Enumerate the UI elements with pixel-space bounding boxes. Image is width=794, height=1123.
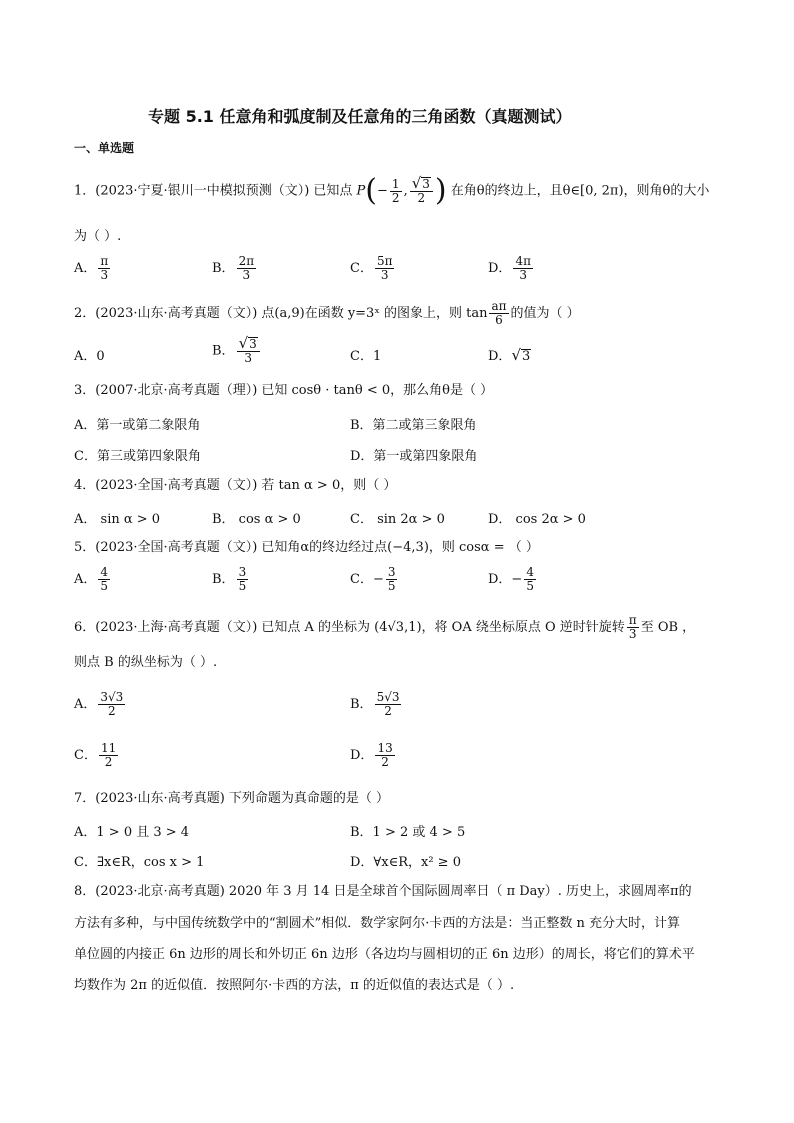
q6-option-c[interactable]: C． $\frac{11}{2}$ bbox=[74, 741, 117, 769]
q2-option-b[interactable]: B． √ 3 3 bbox=[212, 337, 262, 365]
section-heading: 一、单选题 bbox=[74, 141, 135, 155]
q1-option-d[interactable]: D． $\frac{4\pi}{3}$ bbox=[488, 254, 531, 282]
question-6-cont: 则点 B 的纵坐标为（ ）. bbox=[74, 655, 218, 670]
q6-option-a[interactable]: A． $\frac{3√3}{2}$ bbox=[74, 690, 124, 718]
page-title: 专题 5.1 任意角和弧度制及任意角的三角函数（真题测试） bbox=[148, 107, 572, 126]
question-4: 4．(2023·全国·高考真题（文）) 若 tan α > 0，则（ ） bbox=[74, 478, 397, 493]
question-8-line-3: 单位圆的内接正 6n 边形的周长和外切正 6n 边形（各边均与圆相切的正 6n 边形）的周长，将它们的算术平 bbox=[74, 947, 695, 962]
q6-option-b[interactable]: B． $\frac{5√3}{2}$ bbox=[350, 690, 400, 718]
q2-option-a[interactable]: A．0 bbox=[74, 349, 105, 364]
q1-option-a[interactable]: A． $\frac{\pi}{3}$ bbox=[74, 254, 109, 282]
q7-option-a[interactable]: A．1 > 0 且 3 > 4 bbox=[74, 825, 190, 840]
q6-option-d[interactable]: D． $\frac{13}{2}$ bbox=[350, 741, 393, 769]
q7-option-b[interactable]: B．1 > 2 或 4 > 5 bbox=[350, 825, 466, 840]
q5-option-d[interactable]: D．− $\frac{4}{5}$ bbox=[488, 565, 534, 593]
q7-option-d[interactable]: D．∀x∈R，x² ≥ 0 bbox=[350, 855, 461, 870]
q3-option-b[interactable]: B．第二或第三象限角 bbox=[350, 418, 477, 433]
q5-option-b[interactable]: B． $\frac{3}{5}$ bbox=[212, 565, 247, 593]
q4-option-d[interactable]: D． cos 2α > 0 bbox=[488, 512, 586, 527]
q4-option-c[interactable]: C． sin 2α > 0 bbox=[350, 512, 445, 527]
question-1-cont: 为（ ）. bbox=[74, 229, 122, 244]
q5-option-a[interactable]: A． $\frac{4}{5}$ bbox=[74, 565, 109, 593]
q3-option-c[interactable]: C．第三或第四象限角 bbox=[74, 449, 201, 464]
q2-option-c[interactable]: C．1 bbox=[350, 349, 382, 364]
q7-option-c[interactable]: C．∃x∈R，cos x > 1 bbox=[74, 855, 205, 870]
question-8-line-1: 8．(2023·北京·高考真题) 2020 年 3 月 14 日是全球首个国际圆周率日（ π Day）. 历史上，求圆周率π的 bbox=[74, 884, 692, 899]
question-1: 1．(2023·宁夏·银川一中模拟预测（文）) 已知点 P(− $\frac{1}{2}$ , √ 3 2 ) 在角θ的终边上，且θ∈[0, 2π)，则角θ的大小 bbox=[74, 173, 710, 208]
question-6: 6．(2023·上海·高考真题（文）) 已知点 A 的坐标为 (4√3,1)，将 OA 绕坐标原点 O 逆时针旋转 $\frac{\pi}{3}$ 至 OB ， bbox=[74, 613, 696, 641]
question-1-mid: 在角θ的终边上，且θ∈[0, 2π)，则角θ的大小 bbox=[450, 183, 710, 199]
question-2: 2．(2023·山东·高考真题（文）) 点(a,9)在函数 y=3ˣ 的图象上，则 tan $\frac{a\pi}{6}$ 的值为（ ） bbox=[74, 299, 580, 327]
q5-option-c[interactable]: C．− $\frac{3}{5}$ bbox=[350, 565, 396, 593]
question-8-line-4: 均数作为 2π 的近似值．按照阿尔·卡西的方法，π 的近似值的表达式是（ ）. bbox=[74, 978, 515, 993]
q3-option-d[interactable]: D．第一或第四象限角 bbox=[350, 449, 478, 464]
question-8-line-2: 方法有多种，与中国传统数学中的“割圆术”相似．数学家阿尔·卡西的方法是：当正整数 n 充分大时，计算 bbox=[74, 916, 681, 931]
q2-option-d[interactable]: D． √ 3 bbox=[488, 346, 531, 364]
q4-option-a[interactable]: A． sin α > 0 bbox=[74, 512, 161, 527]
question-5: 5．(2023·全国·高考真题（文）) 已知角α的终边经过点(−4,3)，则 cosα = （ ） bbox=[74, 540, 539, 555]
question-7: 7．(2023·山东·高考真题) 下列命题为真命题的是（ ） bbox=[74, 791, 390, 806]
q4-option-b[interactable]: B． cos α > 0 bbox=[212, 512, 301, 527]
q1-option-c[interactable]: C． $\frac{5\pi}{3}$ bbox=[350, 254, 393, 282]
q3-option-a[interactable]: A．第一或第二象限角 bbox=[74, 418, 201, 433]
question-3: 3．(2007·北京·高考真题（理）) 已知 cosθ · tanθ < 0，那么角θ是（ ） bbox=[74, 383, 494, 398]
question-1-prefix: 1．(2023·宁夏·银川一中模拟预测（文）) 已知点 bbox=[74, 183, 353, 199]
q1-option-b[interactable]: B． $\frac{2\pi}{3}$ bbox=[212, 254, 255, 282]
